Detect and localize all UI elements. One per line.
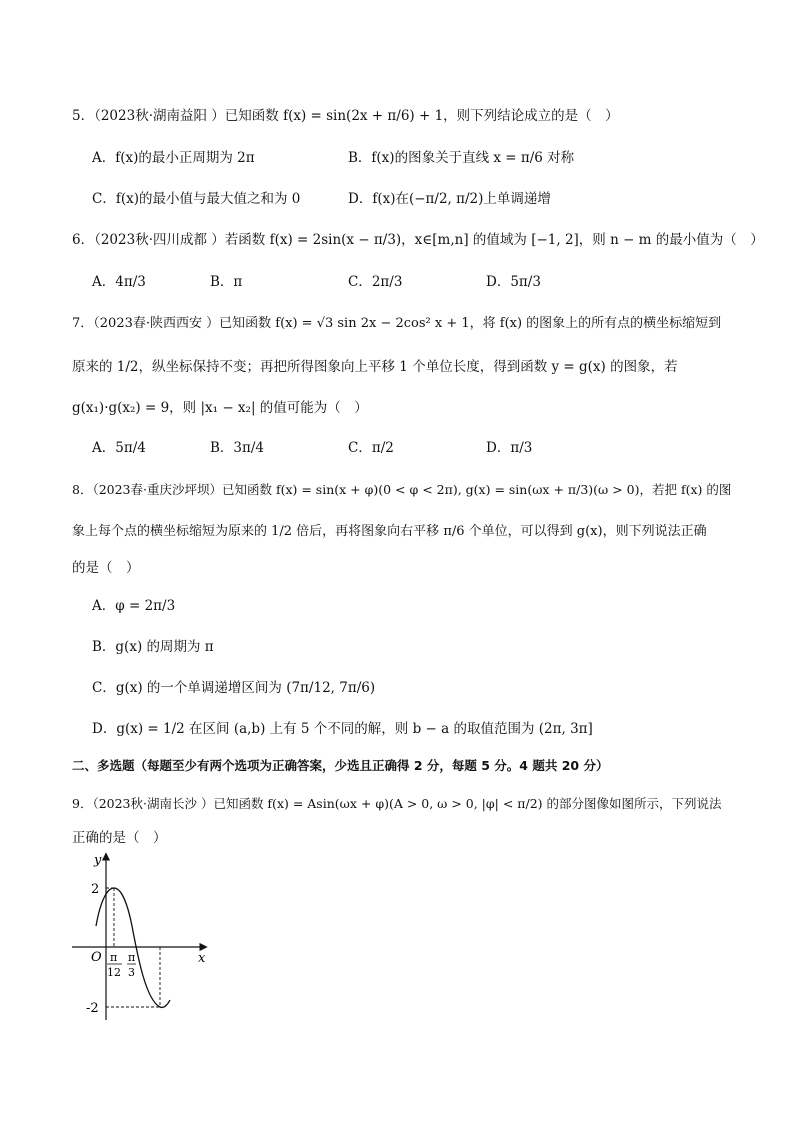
sine-graph-figure [66,848,216,1028]
q7-stem-line-1: 7．（2023春·陕西西安 ）已知函数 f(x) = √3 sin 2x − 2cos² x + 1，将 f(x) 的图象上的所有点的横坐标缩短到 [72,316,722,331]
q9-stem-line-2: 正确的是（ ） [72,830,167,846]
tick-2-denominator: 3 [128,966,135,979]
sine-curve [96,888,170,1007]
q6-option-d: D．5π/3 [486,274,541,290]
q7-option-d: D．π/3 [486,440,533,456]
q8-stem-line-2: 象上每个点的横坐标缩短为原来的 1/2 倍后，再将图象向右平移 π/6 个单位，可以得到 g(x)，则下列说法正确 [72,524,707,539]
q7-stem-line-3: g(x₁)·g(x₂) = 9，则 |x₁ − x₂| 的值可能为（ ） [72,400,368,416]
q5-option-a: A．f(x)的最小正周期为 2π [92,150,255,166]
q7-option-b: B．3π/4 [210,440,265,456]
q5-stem: 5．（2023秋·湖南益阳 ）已知函数 f(x) = sin(2x + π/6) + 1，则下列结论成立的是（ ） [72,108,619,124]
q5-option-b: B．f(x)的图象关于直线 x = π/6 对称 [348,150,575,166]
q7-option-a: A．5π/4 [92,440,146,456]
q6-option-c: C．2π/3 [348,274,403,290]
q8-stem-line-3: 的是（ ） [72,560,140,576]
q7-option-c: C．π/2 [348,440,394,456]
q6-stem: 6．（2023秋·四川成都 ）若函数 f(x) = 2sin(x − π/3)，x∈[m,n] 的值域为 [−1, 2]，则 n − m 的最小值为（ ） [72,232,764,248]
q9-stem-line-1: 9．（2023秋·湖南长沙 ）已知函数 f(x) = Asin(ωx + φ)(A > 0, ω > 0, |φ| < π/2) 的部分图像如图所示，下列说法 [72,796,722,811]
q6-option-b: B．π [210,274,243,290]
q8-option-d: D．g(x) = 1/2 在区间 (a,b) 上有 5 个不同的解，则 b − a 的取值范围为 (2π, 3π] [92,721,593,737]
q8-option-c: C．g(x) 的一个单调递增区间为 (7π/12, 7π/6) [92,680,376,696]
x-axis-label: x [198,951,206,966]
y-min-label: -2 [86,1001,99,1016]
tick-2-numerator: π [128,951,136,964]
q8-option-a: A．φ = 2π/3 [92,598,176,614]
q8-stem-line-1: 8．（2023春·重庆沙坪坝）已知函数 f(x) = sin(x + φ)(0 < φ < 2π), g(x) = sin(ωx + π/3)(ω > 0)，若把 f(x) 的图 [72,482,732,497]
q6-option-a: A．4π/3 [92,274,146,290]
q7-stem-line-2: 原来的 1/2，纵坐标保持不变；再把所得图象向上平移 1 个单位长度，得到函数 y = g(x) 的图象，若 [72,359,678,375]
origin-label: O [91,950,102,965]
q8-option-b: B．g(x) 的周期为 π [92,639,214,655]
q5-option-d: D．f(x)在(−π/2, π/2)上单调递增 [348,191,551,207]
tick-1-denominator: 12 [107,966,121,979]
q5-option-c: C．f(x)的最小值与最大值之和为 0 [92,191,301,207]
y-max-label: 2 [91,882,100,897]
section-heading: 二、多选题（每题至少有两个选项为正确答案，少选且正确得 2 分，每题 5 分。4 题共 20 分） [72,758,609,773]
tick-1-numerator: π [110,951,118,964]
y-axis-label: y [94,853,102,868]
